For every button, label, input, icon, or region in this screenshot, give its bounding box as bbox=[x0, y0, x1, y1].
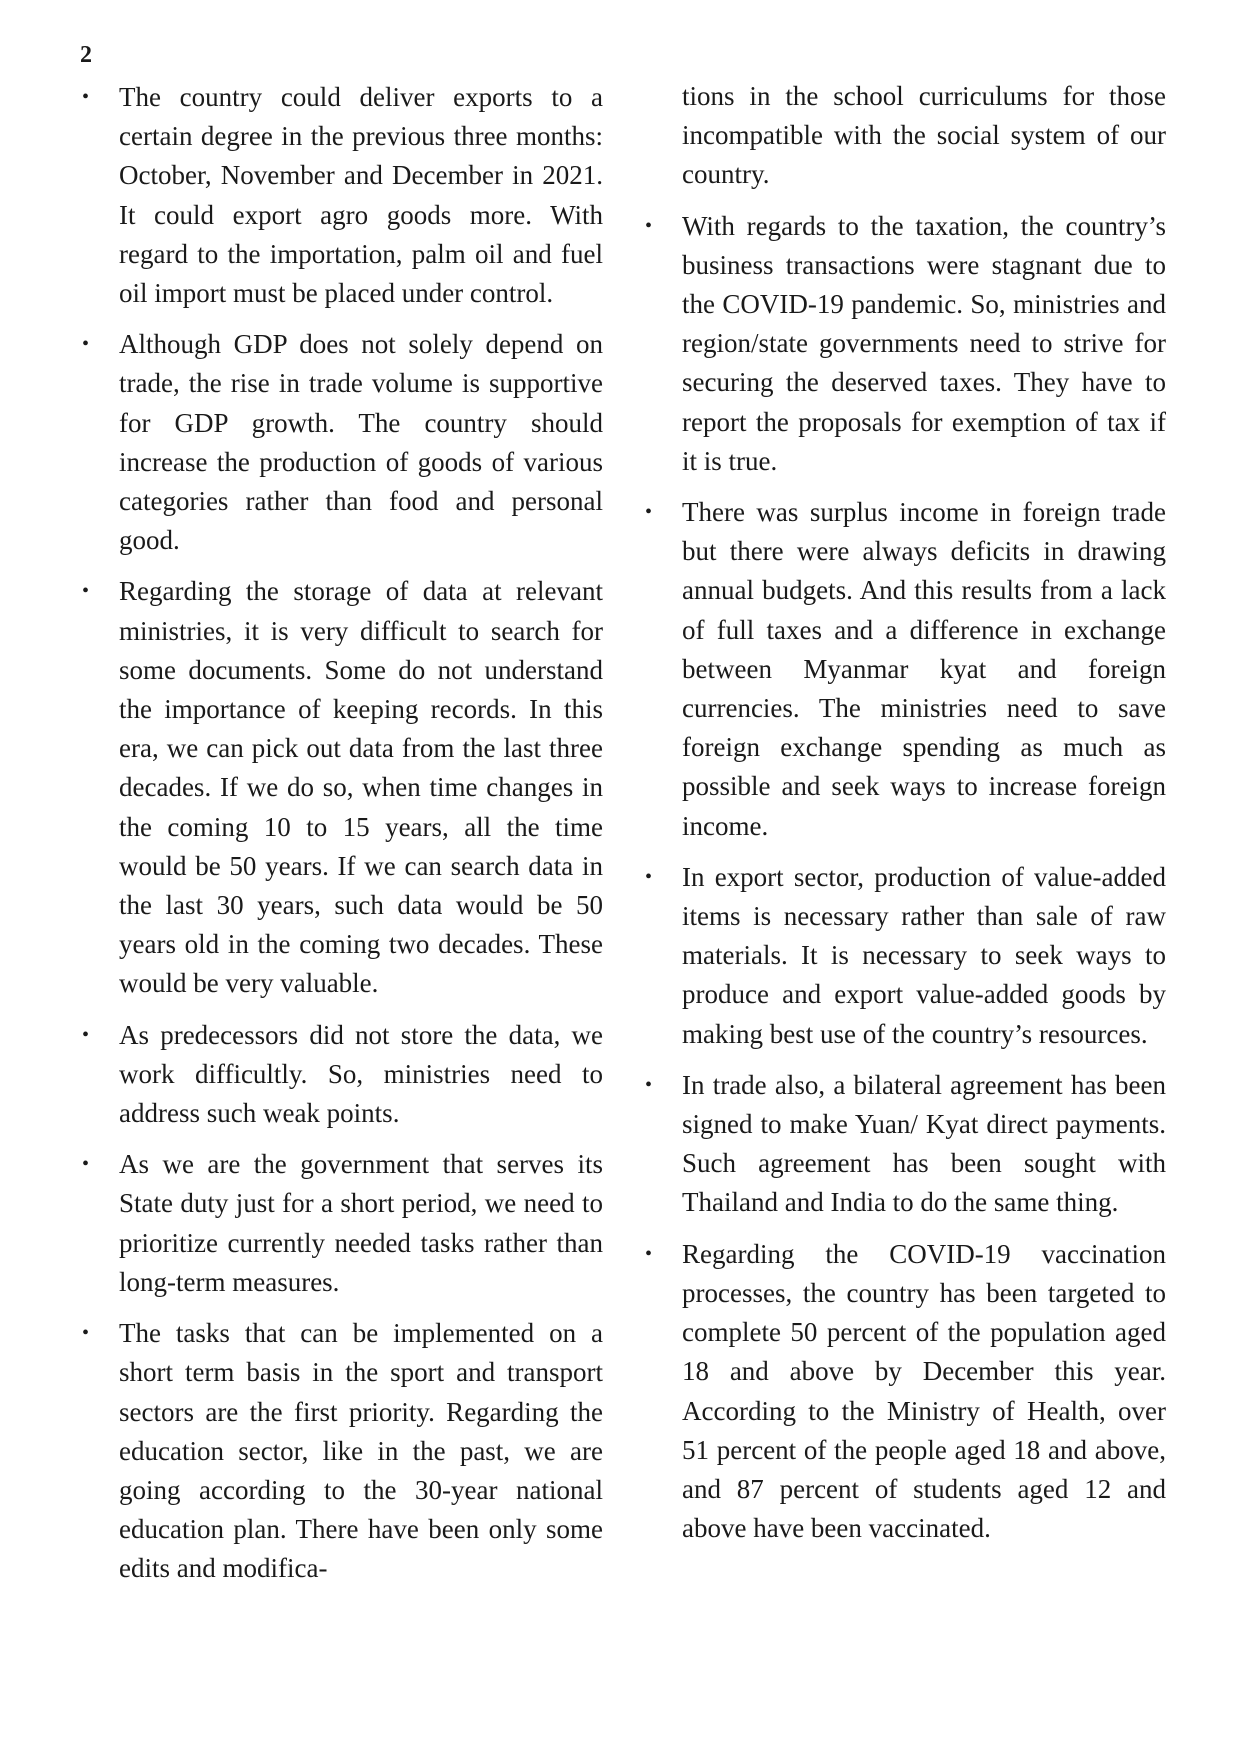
bullet-icon: • bbox=[645, 214, 653, 237]
bullet-icon: • bbox=[645, 1242, 653, 1265]
bullet-icon: • bbox=[82, 1322, 90, 1345]
list-item-text: In export sector, production of value-added items is necessary rather than sale of raw materials. It is necessary to seek ways to produce and export value-added goods by making best use of the country’s resources. bbox=[682, 861, 1166, 1049]
list-item-text: Regarding the storage of data at relevant ministries, it is very difficult to search for some documents. Some do not understand the importance of keeping records. In this era, we can pick out data from the last three decades. If we do so, when time changes in the coming 10 to 15 years, all the time would be 50 years. If we can search data in the last 30 years, such data would be 50 years old in the coming two decades. These would be very valuable. bbox=[119, 576, 603, 999]
list-item-text: As predecessors did not store the data, we work difficultly. So, ministries need to address such weak points. bbox=[119, 1019, 603, 1129]
list-item bbox=[82, 1314, 603, 1588]
bullet-icon: • bbox=[645, 865, 653, 888]
list-item bbox=[82, 572, 603, 1003]
list-item bbox=[82, 78, 603, 313]
list-item-text: The country could deliver exports to a certain degree in the previous three months: October, November and December in 2021. It could export agro goods more. With regard to the importation, palm oil and fuel oil import must be placed under control. bbox=[119, 82, 603, 309]
list-item-text: Regarding the COVID-19 vaccination processes, the country has been targeted to complete 50 percent of the population aged 18 and above by December this year. According to the Ministry of Health, over 51 percent of the people aged 18 and above, and 87 percent of students aged 12 and above have been vaccinated. bbox=[682, 1238, 1166, 1544]
list-item bbox=[645, 858, 1166, 1054]
bullet-icon: • bbox=[82, 333, 90, 356]
list-item-text: In trade also, a bilateral agreement has been signed to make Yuan/ Kyat direct payments. Such agreement has been sought with Thailand and India to do the same thing. bbox=[682, 1069, 1166, 1218]
bullet-icon: • bbox=[645, 1073, 653, 1096]
bullet-icon: • bbox=[82, 1153, 90, 1176]
bullet-icon: • bbox=[645, 501, 653, 524]
bullet-icon: • bbox=[82, 1023, 90, 1046]
list-item bbox=[645, 1235, 1166, 1549]
left-bullet-list bbox=[82, 78, 603, 1589]
left-column bbox=[82, 78, 603, 1601]
bullet-icon: • bbox=[82, 580, 90, 603]
list-item bbox=[82, 325, 603, 560]
bullet-icon: • bbox=[82, 86, 90, 108]
list-item-text: Although GDP does not solely depend on trade, the rise in trade volume is supportive for GDP growth. The country should increase the production of goods of various categories rather than food and personal good. bbox=[119, 329, 603, 556]
list-item bbox=[82, 1145, 603, 1302]
list-item bbox=[645, 207, 1166, 481]
list-item bbox=[645, 493, 1166, 846]
page-number: 2 bbox=[80, 42, 92, 68]
right-bullet-list bbox=[645, 207, 1166, 1549]
list-item-text: There was surplus income in foreign trade but there were always deficits in drawing annual budgets. And this results from a lack of full taxes and a difference in exchange between Myanmar kyat and foreign currencies. The ministries need to save foreign exchange spending as much as possible and seek ways to increase foreign income. bbox=[682, 497, 1166, 841]
list-item bbox=[82, 1016, 603, 1134]
list-item-text: The tasks that can be implemented on a short term basis in the sport and transport sectors are the first priority. Regarding the education sector, like in the past, we are going according to the 30-year national education plan. There have been only some edits and modifica- bbox=[119, 1318, 603, 1584]
list-item-text: As we are the government that serves its State duty just for a short period, we need to prioritize currently needed tasks rather than long-term measures. bbox=[119, 1149, 603, 1297]
list-item bbox=[645, 1066, 1166, 1223]
continued-paragraph: tions in the school curriculums for those incompatible with the social system of our country. bbox=[682, 81, 1166, 190]
right-column bbox=[645, 77, 1166, 1560]
list-item-text: With regards to the taxation, the country’s business transactions were stagnant due to the COVID-19 pandemic. So, ministries and region/state governments need to strive for securing the deserved taxes. They have to report the proposals for exemption of tax if it is true. bbox=[682, 210, 1166, 476]
